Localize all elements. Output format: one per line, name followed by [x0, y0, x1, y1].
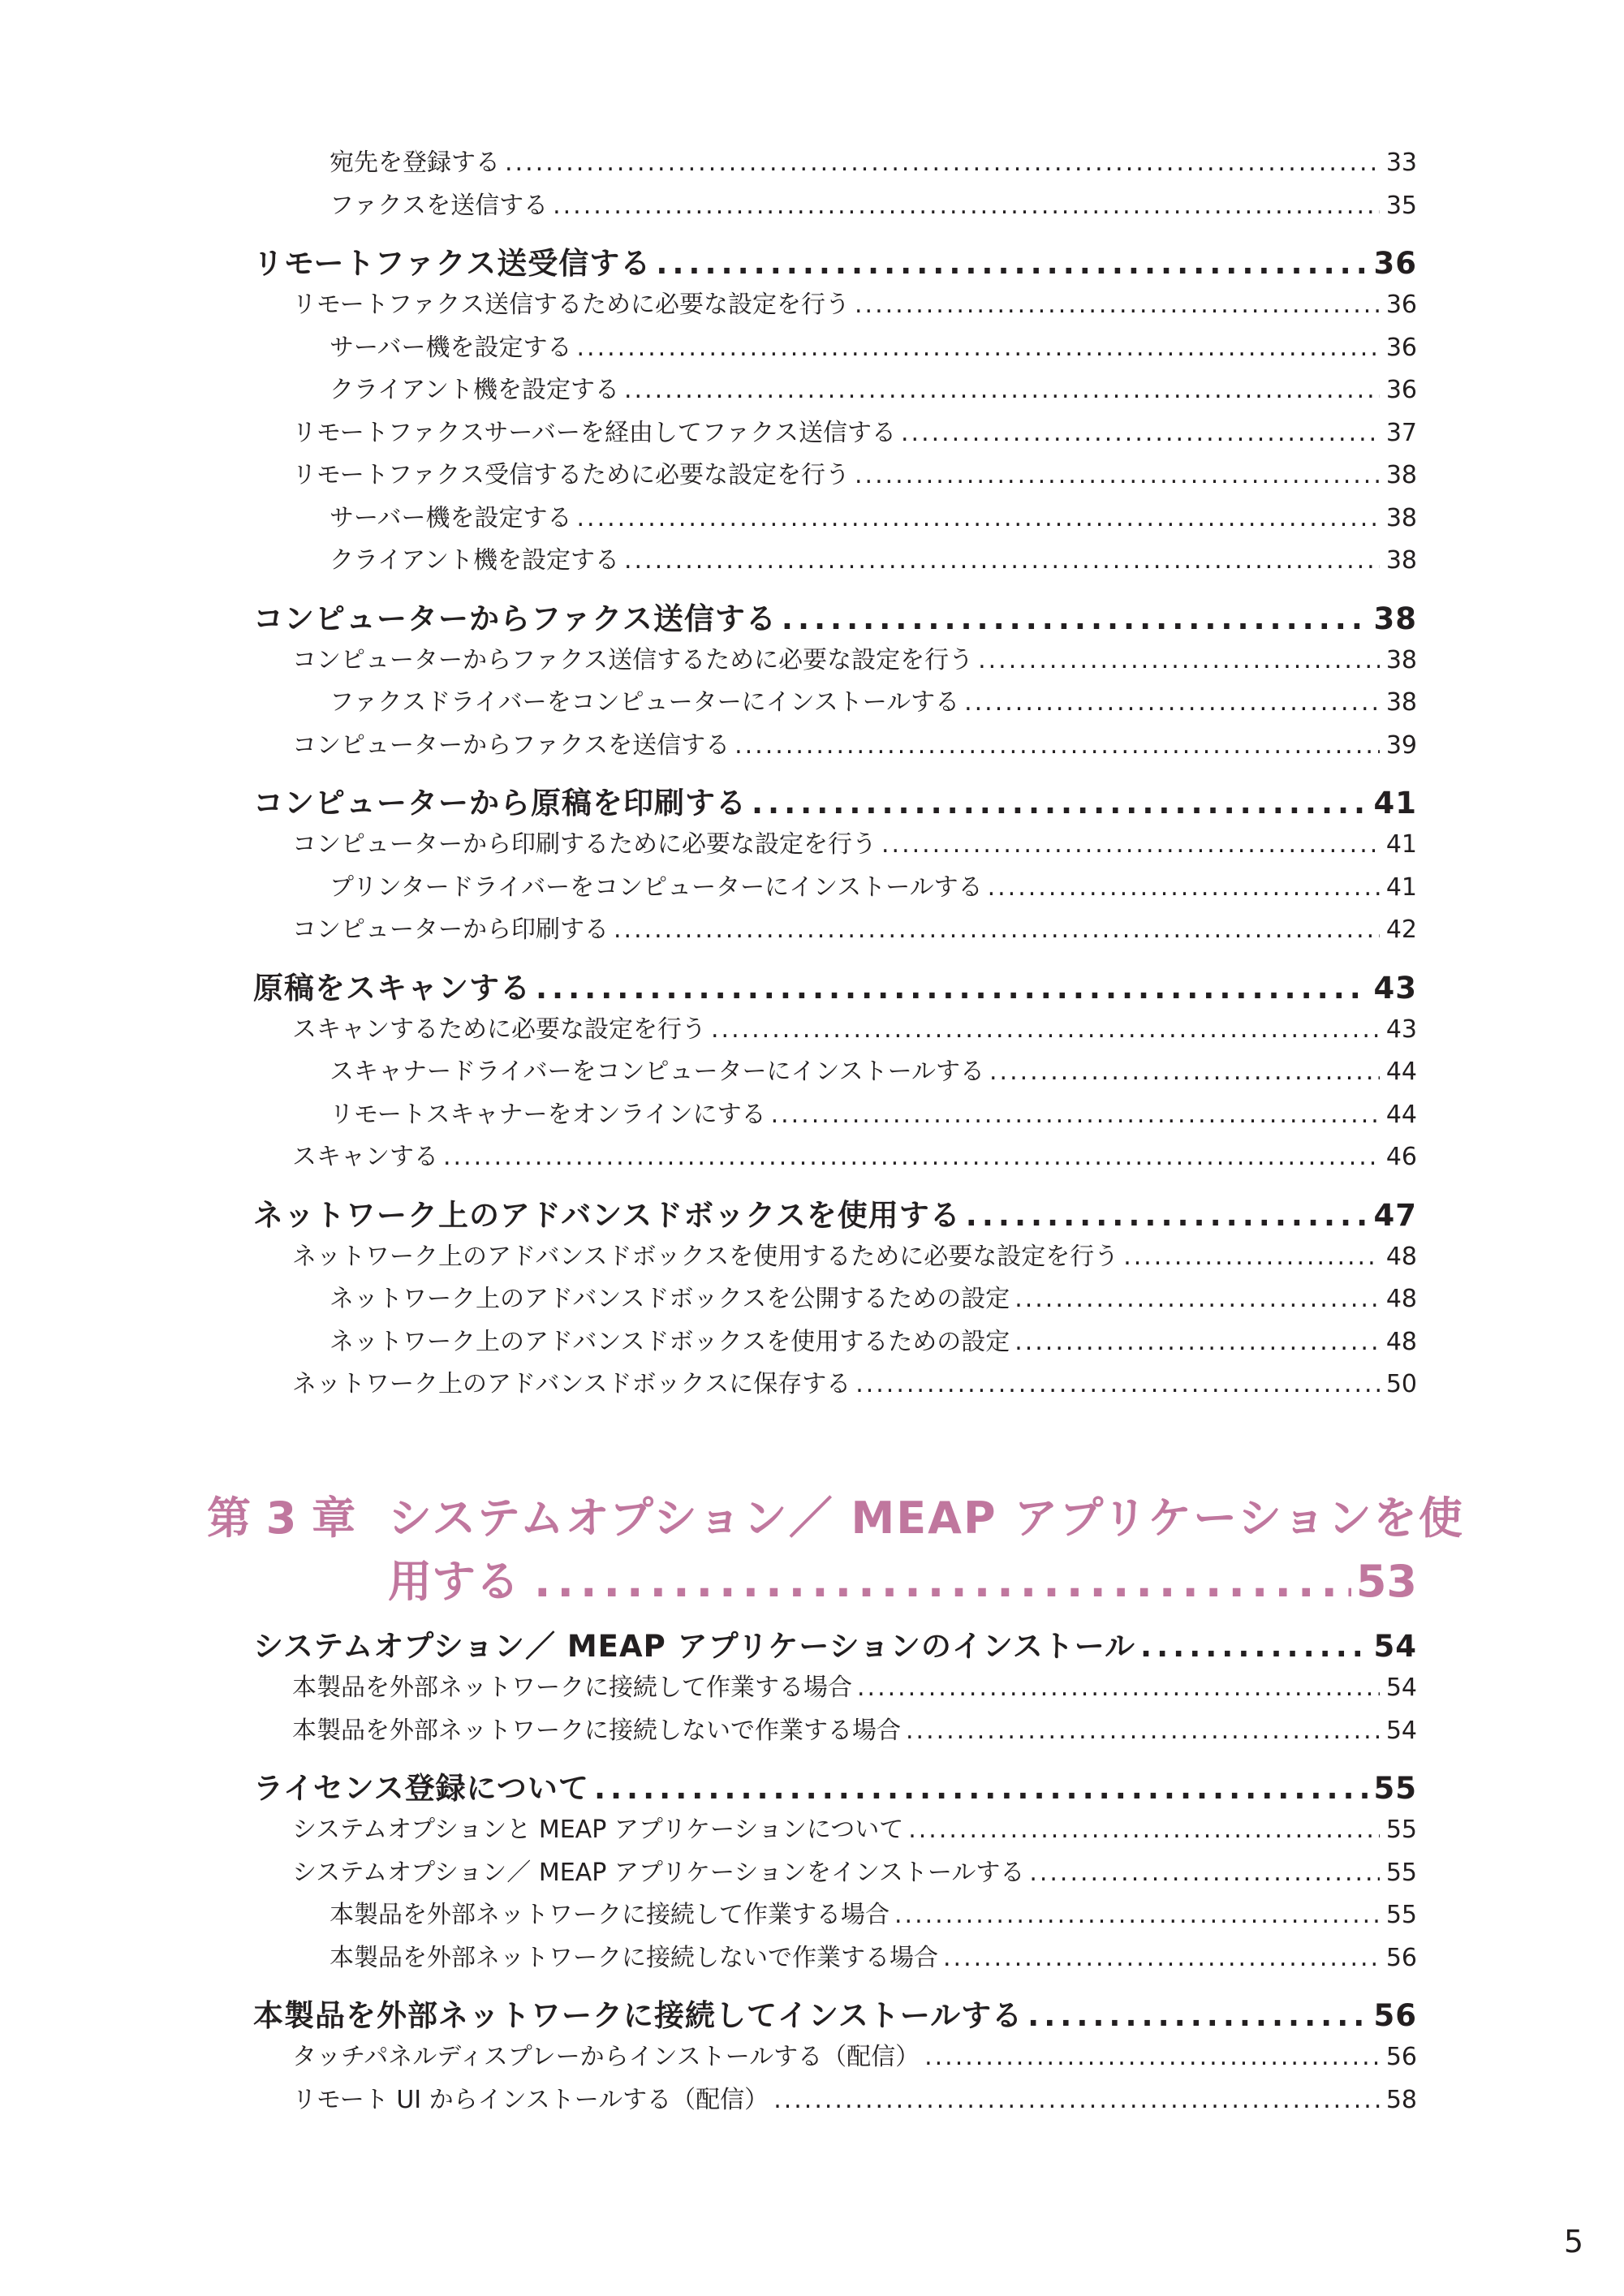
toc-entry-title: 本製品を外部ネットワークに接続して作業する場合 [292, 1674, 852, 1702]
toc-entry-title: 宛先を登録する [330, 149, 500, 177]
toc-entry-title: タッチパネルディスプレーからインストールする（配信） [292, 2043, 920, 2071]
toc-entry-level3[interactable] [330, 498, 1417, 533]
chapter-title-line2-row [388, 1550, 1417, 1613]
toc-entry-title: コンピューターから印刷する [292, 915, 609, 944]
toc-entry-page: 37 [1385, 418, 1417, 447]
toc-entry-level1[interactable] [253, 963, 1417, 1007]
toc-entry-level3[interactable] [330, 1094, 1417, 1130]
chapter-title-line1: システムオプション／ MEAP アプリケーションを使 [388, 1493, 1464, 1544]
toc-entry-level2[interactable] [292, 1809, 1417, 1845]
toc-entry-level1[interactable] [253, 1622, 1417, 1665]
toc-entry-title: ネットワーク上のアドバンスドボックスを公開するための設定 [330, 1285, 1010, 1313]
toc-entry-page: 38 [1385, 461, 1417, 489]
toc-entry-level1[interactable] [253, 778, 1417, 822]
toc-entry-page: 56 [1373, 1998, 1417, 2033]
toc-entry-page: 54 [1385, 1716, 1417, 1745]
toc-entry-level2[interactable] [292, 1136, 1417, 1172]
toc-entry-title: コンピューターから印刷するために必要な設定を行う [292, 830, 877, 859]
toc-entry-level2[interactable] [292, 2079, 1417, 2115]
toc-entry-title: 本製品を外部ネットワークに接続してインストールする [253, 1998, 1023, 2033]
toc-entry-page: 44 [1385, 1058, 1417, 1086]
toc-entry-page: 55 [1373, 1771, 1417, 1806]
toc-entry-title: リモートスキャナーをオンラインにする [330, 1100, 766, 1129]
toc-entry-page: 56 [1385, 2043, 1417, 2071]
dot-leader [1140, 1629, 1367, 1664]
toc-entry-level2[interactable] [292, 454, 1417, 490]
toc-entry-level3[interactable] [330, 327, 1417, 363]
toc-entry-page: 55 [1385, 1816, 1417, 1844]
toc-entry-title: システムオプションと MEAP アプリケーションについて [292, 1816, 904, 1844]
toc-entry-level2[interactable] [292, 1236, 1417, 1272]
toc-entry-title: コンピューターから原稿を印刷する [253, 786, 747, 821]
toc-entry-page: 44 [1385, 1100, 1417, 1129]
dot-leader [536, 971, 1368, 1006]
dot-leader [656, 246, 1367, 281]
toc-entry-page: 38 [1385, 546, 1417, 575]
toc-entry-title: ネットワーク上のアドバンスドボックスを使用するために必要な設定を行う [292, 1242, 1119, 1271]
toc-entry-title: リモートファクスサーバーを経由してファクス送信する [292, 418, 896, 447]
toc-entry-page: 36 [1385, 291, 1417, 319]
dot-leader [1123, 1243, 1380, 1271]
dot-leader [943, 1944, 1380, 1972]
toc-entry-title: コンピューターからファクス送信する [253, 601, 777, 636]
toc-entry-level1[interactable] [253, 239, 1417, 282]
toc-entry-level3[interactable] [330, 369, 1417, 405]
dot-leader [908, 1816, 1380, 1844]
toc-entry-page: 42 [1385, 915, 1417, 944]
toc-entry-page: 56 [1385, 1943, 1417, 1972]
toc-entry-level2[interactable] [292, 2036, 1417, 2072]
dot-leader [577, 334, 1380, 362]
toc-entry-page: 41 [1385, 830, 1417, 859]
toc-entry-title: リモート UI からインストールする（配信） [292, 2085, 769, 2114]
toc-entry-page: 58 [1385, 2085, 1417, 2114]
toc-entry-level1[interactable] [253, 594, 1417, 638]
dot-leader [734, 731, 1380, 760]
toc-entry-title: リモートファクス送受信する [253, 246, 652, 281]
dot-leader [894, 1901, 1380, 1929]
toc-entry-level3[interactable] [330, 1894, 1417, 1930]
toc-entry-level2[interactable] [292, 1852, 1417, 1888]
toc-entry-title: サーバー機を設定する [330, 333, 572, 362]
toc-entry-page: 39 [1385, 730, 1417, 760]
dot-leader [594, 1771, 1368, 1806]
toc-entry-level2[interactable] [292, 1667, 1417, 1703]
dot-leader [577, 504, 1380, 532]
toc-entry-title: スキャンするために必要な設定を行う [292, 1014, 706, 1044]
dot-leader [624, 376, 1380, 404]
dot-leader [906, 1717, 1380, 1745]
toc-entry-title: リモートファクス受信するために必要な設定を行う [292, 461, 850, 489]
toc-entry-page: 36 [1385, 376, 1417, 404]
toc-entry-level3[interactable] [330, 682, 1417, 717]
dot-leader [771, 1101, 1380, 1129]
toc-entry-page: 55 [1385, 1901, 1417, 1929]
toc-entry-page: 54 [1373, 1629, 1417, 1664]
toc-entry-title: サーバー機を設定する [330, 503, 572, 532]
toc-entry-level3[interactable] [330, 185, 1417, 221]
toc-entry-page: 48 [1385, 1285, 1417, 1313]
dot-leader [964, 688, 1380, 717]
toc-entry-level3[interactable] [330, 142, 1417, 178]
toc-entry-page: 48 [1385, 1242, 1417, 1271]
toc-entry-title: 原稿をスキャンする [253, 970, 531, 1006]
toc-entry-page: 38 [1385, 503, 1417, 532]
toc-entry-level2[interactable] [292, 824, 1417, 859]
dot-leader [988, 873, 1380, 902]
toc-entry-title: クライアント機を設定する [330, 546, 619, 575]
toc-entry-page: 36 [1385, 333, 1417, 362]
dot-leader [855, 461, 1380, 489]
dot-leader [857, 1674, 1380, 1702]
toc-entry-level1[interactable] [253, 1764, 1417, 1807]
dot-leader [752, 786, 1368, 821]
toc-entry-level1[interactable] [253, 1991, 1417, 2035]
toc-entry-level2[interactable] [292, 412, 1417, 448]
toc-entry-title: システムオプション／ MEAP アプリケーションをインストールする [292, 1858, 1025, 1887]
toc-entry-page: 41 [1373, 786, 1417, 821]
chapter-label: 第 3 章 [207, 1493, 356, 1544]
dot-leader [978, 646, 1380, 674]
toc-entry-page: 35 [1385, 191, 1417, 220]
toc-entry-page: 54 [1385, 1674, 1417, 1702]
toc-entry-page: 50 [1385, 1370, 1417, 1398]
toc-entry-level2[interactable] [292, 725, 1417, 760]
dot-leader [1027, 1998, 1367, 2033]
dot-leader [782, 601, 1368, 636]
page-number: 5 [1563, 2224, 1583, 2259]
toc-entry-level2[interactable] [292, 909, 1417, 945]
toc-entry-level2[interactable] [292, 1710, 1417, 1746]
toc-entry-page: 47 [1373, 1197, 1417, 1233]
toc-entry-level3[interactable] [330, 1051, 1417, 1087]
dot-leader [989, 1058, 1380, 1086]
dot-leader [553, 192, 1380, 220]
dot-leader [443, 1143, 1380, 1171]
toc-entry-title: 本製品を外部ネットワークに接続しないで作業する場合 [292, 1716, 901, 1745]
toc-entry-title: 本製品を外部ネットワークに接続しないで作業する場合 [330, 1943, 938, 1972]
toc-entry-level3[interactable] [330, 1937, 1417, 1973]
toc-entry-level2[interactable] [292, 640, 1417, 675]
toc-entry-level2[interactable] [292, 1009, 1417, 1045]
toc-entry-page: 48 [1385, 1327, 1417, 1356]
dot-leader [901, 419, 1380, 447]
toc-entry-page: 36 [1373, 246, 1417, 281]
toc-entry-page: 43 [1385, 1014, 1417, 1044]
toc-entry-title: プリンタードライバーをコンピューターにインストールする [330, 872, 983, 902]
toc-entry-title: スキャナードライバーをコンピューターにインストールする [330, 1058, 984, 1086]
toc-entry-title: リモートファクス送信するために必要な設定を行う [292, 291, 850, 319]
toc-entry-title: クライアント機を設定する [330, 376, 619, 404]
toc-entry-title: コンピューターからファクスを送信する [292, 730, 730, 760]
toc-entry-level2[interactable] [292, 284, 1417, 320]
dot-leader [1014, 1328, 1380, 1356]
toc-entry-title: ファクスを送信する [330, 191, 549, 220]
toc-entry-level1[interactable] [253, 1191, 1417, 1234]
toc-entry-page: 46 [1385, 1143, 1417, 1171]
toc-entry-title: ネットワーク上のアドバンスドボックスを使用する [253, 1197, 961, 1233]
toc-entry-title: システムオプション／ MEAP アプリケーションのインストール [253, 1629, 1136, 1664]
toc-entry-title: ライセンス登録について [253, 1771, 589, 1806]
toc-entry-level3[interactable] [330, 1278, 1417, 1314]
toc-entry-page: 38 [1385, 688, 1417, 717]
chapter-title-line2: 用する [388, 1556, 519, 1607]
toc-entry-page: 55 [1385, 1858, 1417, 1887]
toc-entry-level2[interactable] [292, 1363, 1417, 1399]
toc-entry-title: スキャンする [292, 1143, 438, 1171]
dot-leader [624, 546, 1380, 575]
toc-entry-title: コンピューターからファクス送信するために必要な設定を行う [292, 645, 974, 674]
toc-entry-page: 33 [1385, 149, 1417, 177]
toc-entry-title: ネットワーク上のアドバンスドボックスに保存する [292, 1370, 851, 1398]
dot-leader [855, 1370, 1380, 1398]
dot-leader [773, 2086, 1380, 2114]
dot-leader [1014, 1285, 1380, 1313]
dot-leader [855, 291, 1380, 319]
dot-leader [966, 1198, 1368, 1233]
dot-leader [505, 149, 1380, 177]
dot-leader [1029, 1859, 1379, 1887]
dot-leader [534, 1550, 1351, 1613]
toc-entry-page: 38 [1373, 601, 1417, 636]
toc-entry-title: ネットワーク上のアドバンスドボックスを使用するための設定 [330, 1327, 1010, 1356]
toc-entry-page: 41 [1385, 872, 1417, 902]
toc-entry-level3[interactable] [330, 1321, 1417, 1357]
dot-leader [881, 830, 1380, 859]
toc-entry-level3[interactable] [330, 867, 1417, 902]
toc-entry-level3[interactable] [330, 540, 1417, 575]
toc-entry-page: 38 [1385, 645, 1417, 674]
dot-leader [614, 915, 1380, 944]
chapter-page-number: 53 [1355, 1556, 1417, 1607]
toc-entry-page: 43 [1373, 970, 1417, 1006]
toc-entry-title: 本製品を外部ネットワークに接続して作業する場合 [330, 1901, 890, 1929]
toc-entry-title: ファクスドライバーをコンピューターにインストールする [330, 688, 960, 717]
dot-leader [711, 1015, 1380, 1044]
dot-leader [924, 2043, 1380, 2071]
